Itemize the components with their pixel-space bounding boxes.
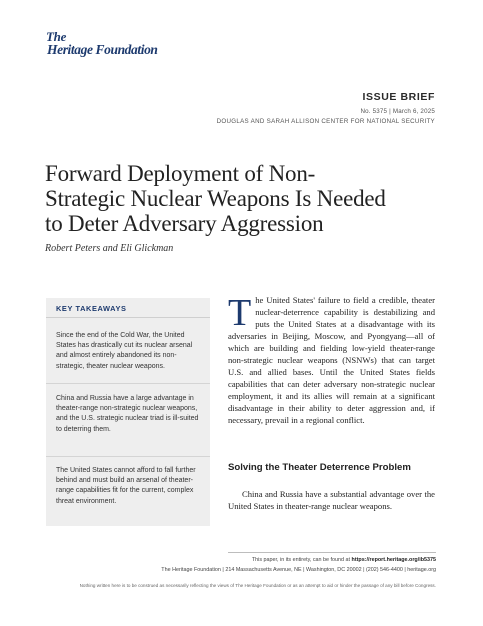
body-paragraph: China and Russia have a substantial advantage over the United States in theater-range nuclear weapons. [228,489,435,511]
body-column [228,294,435,426]
authors: Robert Peters and Eli Glickman [45,243,174,254]
logo-the: The [46,29,67,44]
center-name: DOUGLAS AND SARAH ALLISON CENTER FOR NATIONAL SECURITY [216,118,435,125]
title-line: Forward Deployment of Non- [45,161,316,186]
takeaway-divider [46,383,210,384]
footer-address: The Heritage Foundation | 214 Massachusetts Avenue, NE | Washington, DC 20002 | (202) 546-4400 | heritage.org [161,567,436,573]
title-line: to Deter Adversary Aggression [45,211,324,236]
logo-name: Heritage Foundation [47,42,158,57]
issue-block [217,91,435,125]
issue-label: ISSUE BRIEF [362,91,435,103]
footer-online-note [252,557,436,563]
title-line: Strategic Nuclear Weapons Is Needed [45,186,386,211]
key-takeaways-heading: KEY TAKEAWAYS [46,298,210,318]
takeaway-item: Since the end of the Cold War, the United States has drastically cut its nuclear arsenal and almost entirely abandoned its non-strategic, theater nuclear weapons. [56,332,193,370]
footer-url-link[interactable]: https://report.heritage.org/ib5375 [351,557,436,563]
issue-number-date: No. 5375 | March 6, 2025 [360,108,435,115]
footer-disclaimer: Nothing written here is to be construed as necessarily reflecting the views of The Heritage Foundation or as an attempt to aid or hinder the passage of any bill before Congress. [79,583,436,588]
key-takeaways-panel [46,298,210,526]
takeaway-item: China and Russia have a large advantage in theater-range non-strategic nuclear weapons, and the U.S. strategic nuclear triad is ill-suited to deterring them. [56,395,199,433]
takeaway-item: The United States cannot afford to fall further behind and must build an arsenal of theater-range capabilities fit for the current, complex threat environment. [56,467,196,505]
page-title [45,161,445,236]
heritage-logo [46,30,158,57]
footer-online-prefix: This paper, in its entirety, can be found at [251,557,352,563]
section-heading: Solving the Theater Deterrence Problem [228,462,411,473]
footer-divider [228,552,436,553]
takeaway-divider [46,456,210,457]
body-paragraph: he United States' failure to field a credible, theater nuclear-deterrence capability is destabilizing and puts the United States at a disadvantage with its adversaries in Beijing, Moscow, and Pyongyang—all of which are building and fielding low-yield theater-range non-strategic nuclear weapons (NSNWs) that can target U.S. and allied bases. Until the United States fields capabilities that can deter adversary non-strategic nuclear employment, it and its allies will remain at a significant disadvantage in their ability to deter aggression and, if necessary, prevail in a regional conflict. [228,295,435,425]
drop-cap: T [228,292,252,334]
